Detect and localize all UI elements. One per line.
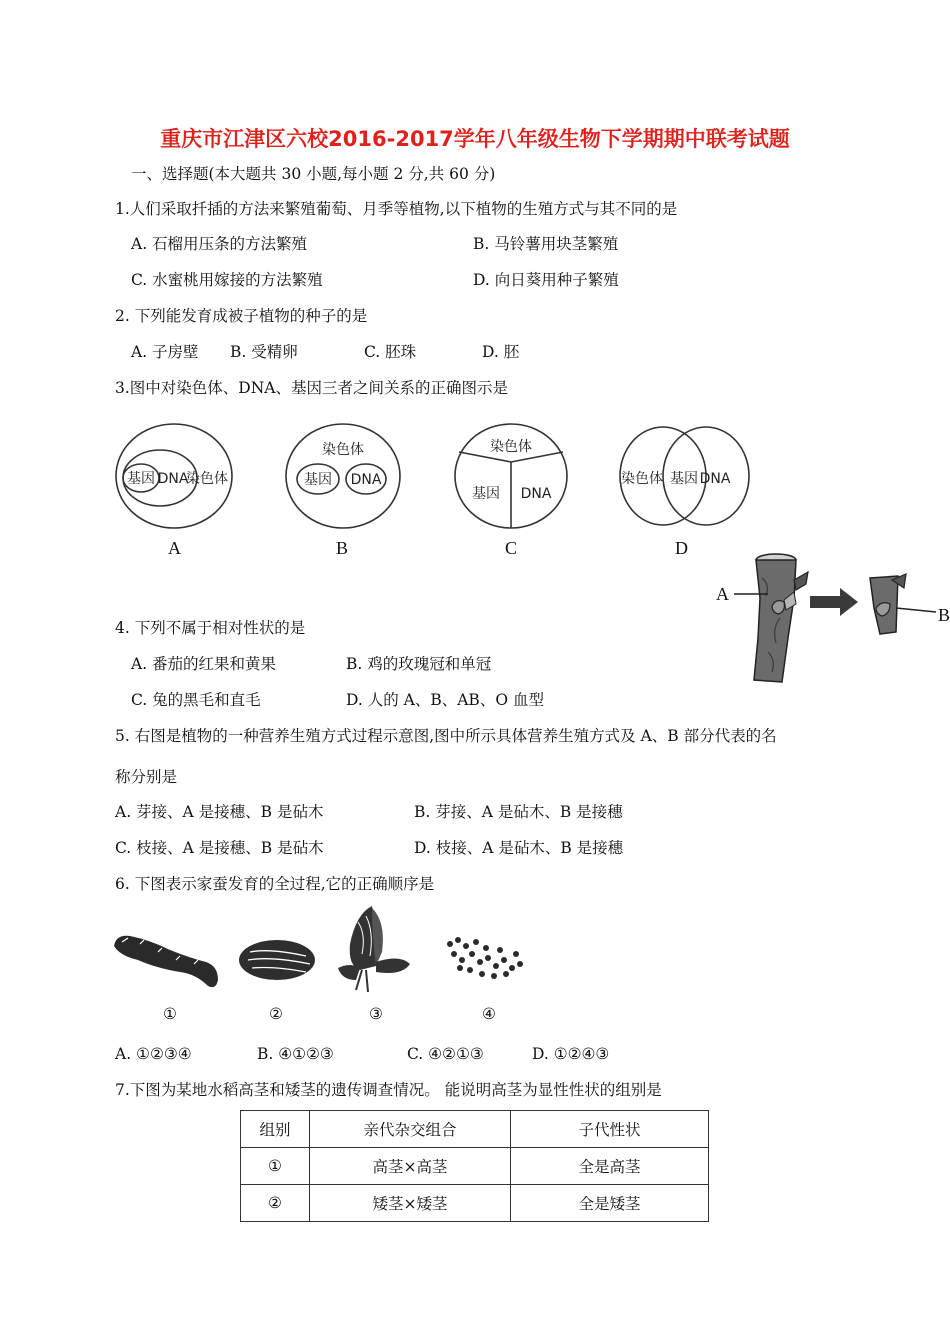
question-4-option-b: B. 鸡的玫瑰冠和单冠 [346, 655, 492, 673]
graft-label-b: B [938, 605, 950, 625]
venn-option-a: A [168, 538, 181, 558]
question-5-option-a: A. 芽接、A 是接穗、B 是砧木 [115, 803, 324, 821]
question-5-option-c: C. 枝接、A 是接穗、B 是砧木 [115, 839, 324, 857]
genetics-table [240, 1110, 709, 1222]
table-cell-group: ② [241, 1185, 310, 1222]
rootstock-stem-illustration [754, 554, 808, 682]
question-4-option-d: D. 人的 A、B、AB、O 血型 [346, 691, 544, 709]
venn-d-chromosome-label: 染色体 [621, 471, 663, 487]
pupa-illustration [239, 940, 315, 980]
question-1-stem: 1.人们采取扦插的方法来繁殖葡萄、月季等植物,以下植物的生殖方式与其不同的是 [115, 200, 678, 218]
question-2-option-d: D. 胚 [482, 343, 520, 361]
table-header-group: 组别 [241, 1111, 310, 1148]
stage-label-2: ② [269, 1005, 283, 1023]
question-4-stem: 4. 下列不属于相对性状的是 [115, 619, 306, 637]
question-1-option-d: D. 向日葵用种子繁殖 [473, 271, 619, 289]
stage-label-3: ③ [369, 1005, 383, 1023]
question-2-option-c: C. 胚珠 [364, 343, 417, 361]
question-4-option-c: C. 兔的黑毛和直毛 [131, 691, 261, 709]
silkworm-stages-figure [110, 904, 530, 1000]
table-cell-group: ① [241, 1148, 310, 1185]
graft-label-a: A [716, 584, 729, 604]
venn-a-gene-label: 基因 [127, 471, 155, 487]
question-6-option-a: A. ①②③④ [115, 1045, 192, 1063]
question-1-option-a: A. 石榴用压条的方法繁殖 [131, 235, 308, 253]
section-heading: 一、选择题(本大题共 30 小题,每小题 2 分,共 60 分) [131, 165, 496, 183]
grafting-figure [710, 548, 950, 686]
venn-b-chromosome-label: 染色体 [322, 442, 364, 458]
question-6-stem: 6. 下图表示家蚕发育的全过程,它的正确顺序是 [115, 875, 435, 893]
question-2-option-b: B. 受精卵 [230, 343, 298, 361]
venn-a-dna-label: DNA [157, 471, 189, 487]
question-1-option-c: C. 水蜜桃用嫁接的方法繁殖 [131, 271, 323, 289]
table-header-offspring: 子代性状 [511, 1111, 709, 1148]
venn-option-b: B [336, 538, 349, 558]
question-7-stem: 7.下图为某地水稻高茎和矮茎的遗传调查情况。 能说明高茎为显性性状的组别是 [115, 1081, 662, 1099]
venn-c-gene-label: 基因 [472, 486, 500, 502]
table-cell-offspring: 全是矮茎 [511, 1185, 709, 1222]
venn-b-dna-label: DNA [350, 472, 382, 488]
arrow-icon [810, 588, 858, 616]
table-header-cross: 亲代杂交组合 [310, 1111, 511, 1148]
question-5-stem-line1: 5. 右图是植物的一种营养生殖方式过程示意图,图中所示具体营养生殖方式及 A、B 部分代表的名 [115, 727, 777, 745]
table-row [241, 1185, 709, 1222]
eggs-illustration [447, 937, 523, 979]
table-cell-offspring: 全是高茎 [511, 1148, 709, 1185]
venn-d-gene-label: 基因 [670, 471, 698, 487]
table-cell-cross: 高茎×高茎 [310, 1148, 511, 1185]
scion-illustration [870, 574, 906, 634]
page-title: 重庆市江津区六校2016-2017学年八年级生物下学期期中联考试题 [160, 127, 790, 151]
venn-a-chromosome-label: 染色体 [186, 471, 228, 487]
venn-b-gene-label: 基因 [304, 472, 332, 488]
question-2-option-a: A. 子房壁 [131, 343, 199, 361]
question-4-option-a: A. 番茄的红果和黄果 [131, 655, 277, 673]
question-5-option-b: B. 芽接、A 是砧木、B 是接穗 [414, 803, 623, 821]
question-6-option-b: B. ④①②③ [257, 1045, 334, 1063]
venn-option-c: C [505, 538, 518, 558]
stage-label-1: ① [163, 1005, 177, 1023]
stage-label-4: ④ [482, 1005, 496, 1023]
venn-diagrams [110, 420, 750, 540]
question-6-option-d: D. ①②④③ [532, 1045, 610, 1063]
table-cell-cross: 矮茎×矮茎 [310, 1185, 511, 1222]
table-header-row [241, 1111, 709, 1148]
venn-c-chromosome-label: 染色体 [490, 439, 532, 455]
larva-illustration [114, 936, 218, 987]
question-2-stem: 2. 下列能发育成被子植物的种子的是 [115, 307, 368, 325]
venn-option-d: D [675, 538, 688, 558]
question-3-stem: 3.图中对染色体、DNA、基因三者之间关系的正确图示是 [115, 379, 508, 397]
moth-illustration [338, 906, 410, 992]
table-row [241, 1148, 709, 1185]
venn-d-dna-label: DNA [699, 471, 731, 487]
question-5-option-d: D. 枝接、A 是砧木、B 是接穗 [414, 839, 624, 857]
question-6-option-c: C. ④②①③ [407, 1045, 484, 1063]
question-5-stem-line2: 称分别是 [115, 768, 178, 786]
question-1-option-b: B. 马铃薯用块茎繁殖 [473, 235, 619, 253]
venn-c-dna-label: DNA [520, 486, 552, 502]
